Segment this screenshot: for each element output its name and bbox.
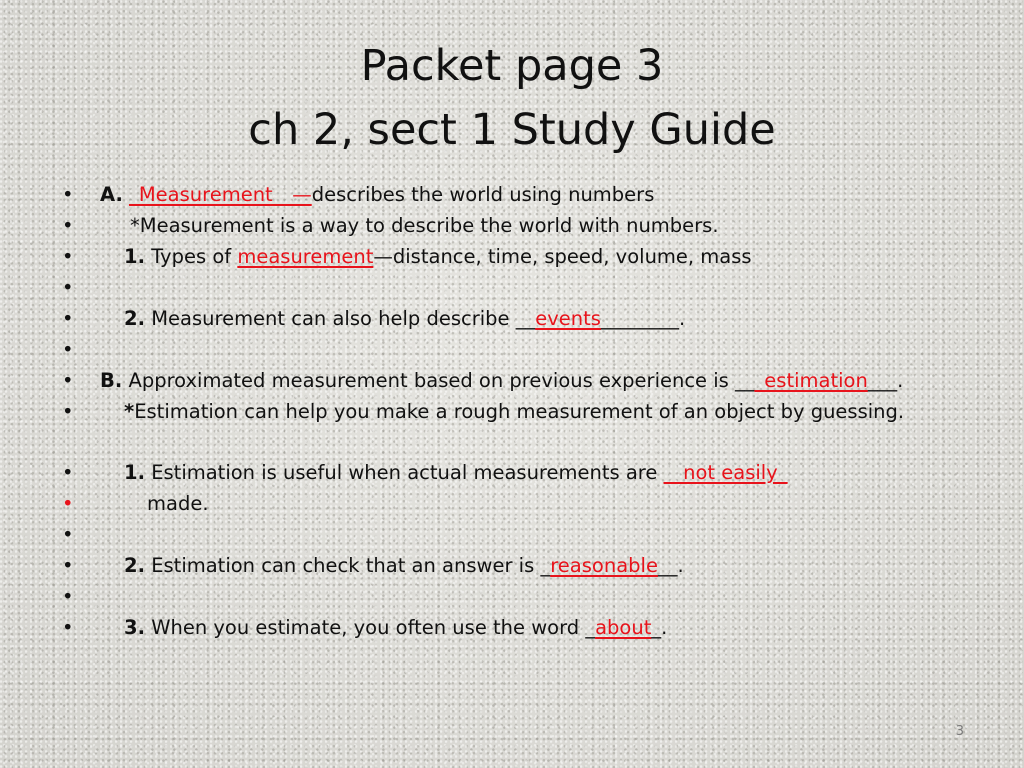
item-marker: B.: [100, 369, 123, 392]
bullet: •: [62, 183, 74, 206]
bullet: •: [62, 338, 74, 361]
item-text: ________.: [600, 307, 686, 330]
item-marker: A.: [100, 183, 123, 206]
list-item: [62, 304, 992, 334]
item-text: Estimation can help you make a rough measurement of an object by guessing.: [134, 400, 905, 423]
slide-title: [0, 34, 1024, 162]
bullet: •: [62, 585, 74, 608]
item-marker: 2.: [124, 554, 145, 577]
item-text: Estimation can check that an answer is _: [151, 554, 551, 577]
item-text: When you estimate, you often use the word _: [151, 616, 596, 639]
item-marker: 3.: [124, 616, 145, 639]
item-text: __.: [657, 554, 684, 577]
item-marker: 2.: [124, 307, 145, 330]
list-item: [62, 458, 992, 488]
title-line-2: ch 2, sect 1 Study Guide: [248, 105, 776, 155]
title-line-1: Packet page 3: [360, 41, 664, 91]
list-item: [62, 397, 992, 427]
item-text: Estimation is useful when actual measurements are: [151, 461, 664, 484]
list-item: [62, 273, 992, 303]
item-text: describes the world using numbers: [311, 183, 655, 206]
list-item: [62, 582, 992, 612]
page-number: 3: [955, 724, 964, 739]
bullet: •: [62, 461, 74, 484]
answer-blank: _Measurement__—: [129, 183, 312, 206]
bullet: •: [62, 307, 74, 330]
list-item: [62, 180, 992, 210]
item-marker: 1.: [124, 245, 145, 268]
bullet: •: [62, 245, 74, 268]
item-text: _.: [651, 616, 668, 639]
item-marker: 1.: [124, 461, 145, 484]
bullet: •: [62, 616, 74, 639]
item-text: *Measurement is a way to describe the world with numbers.: [130, 214, 719, 237]
bullet: •: [62, 523, 74, 546]
list-item: [62, 335, 992, 365]
list-item: [62, 489, 992, 519]
item-text: Measurement can also help describe __: [151, 307, 536, 330]
answer-blank: events: [535, 307, 601, 330]
list-item: [62, 242, 992, 272]
list-item: [62, 366, 992, 396]
item-text: ___.: [867, 369, 904, 392]
item-text: made.: [147, 492, 209, 515]
item-marker: *: [124, 400, 135, 423]
item-text: Approximated measurement based on previous experience is __: [128, 369, 755, 392]
answer-blank: reasonable: [550, 554, 658, 577]
item-text: Types of: [151, 245, 238, 268]
answer-blank: __not easily_: [663, 461, 788, 484]
answer-blank: measurement: [237, 245, 374, 268]
answer-blank: about: [595, 616, 652, 639]
bullet: •: [62, 554, 74, 577]
bullet: •: [62, 369, 74, 392]
bullet: •: [62, 492, 74, 515]
bullet: •: [62, 214, 74, 237]
list-item: [62, 520, 992, 550]
list-item: [62, 211, 992, 241]
list-item: [62, 551, 992, 581]
bullet: •: [62, 400, 74, 423]
bullet: •: [62, 276, 74, 299]
answer-blank: _estimation: [754, 369, 868, 392]
item-text: —distance, time, speed, volume, mass: [373, 245, 752, 268]
list-item: [62, 613, 992, 643]
